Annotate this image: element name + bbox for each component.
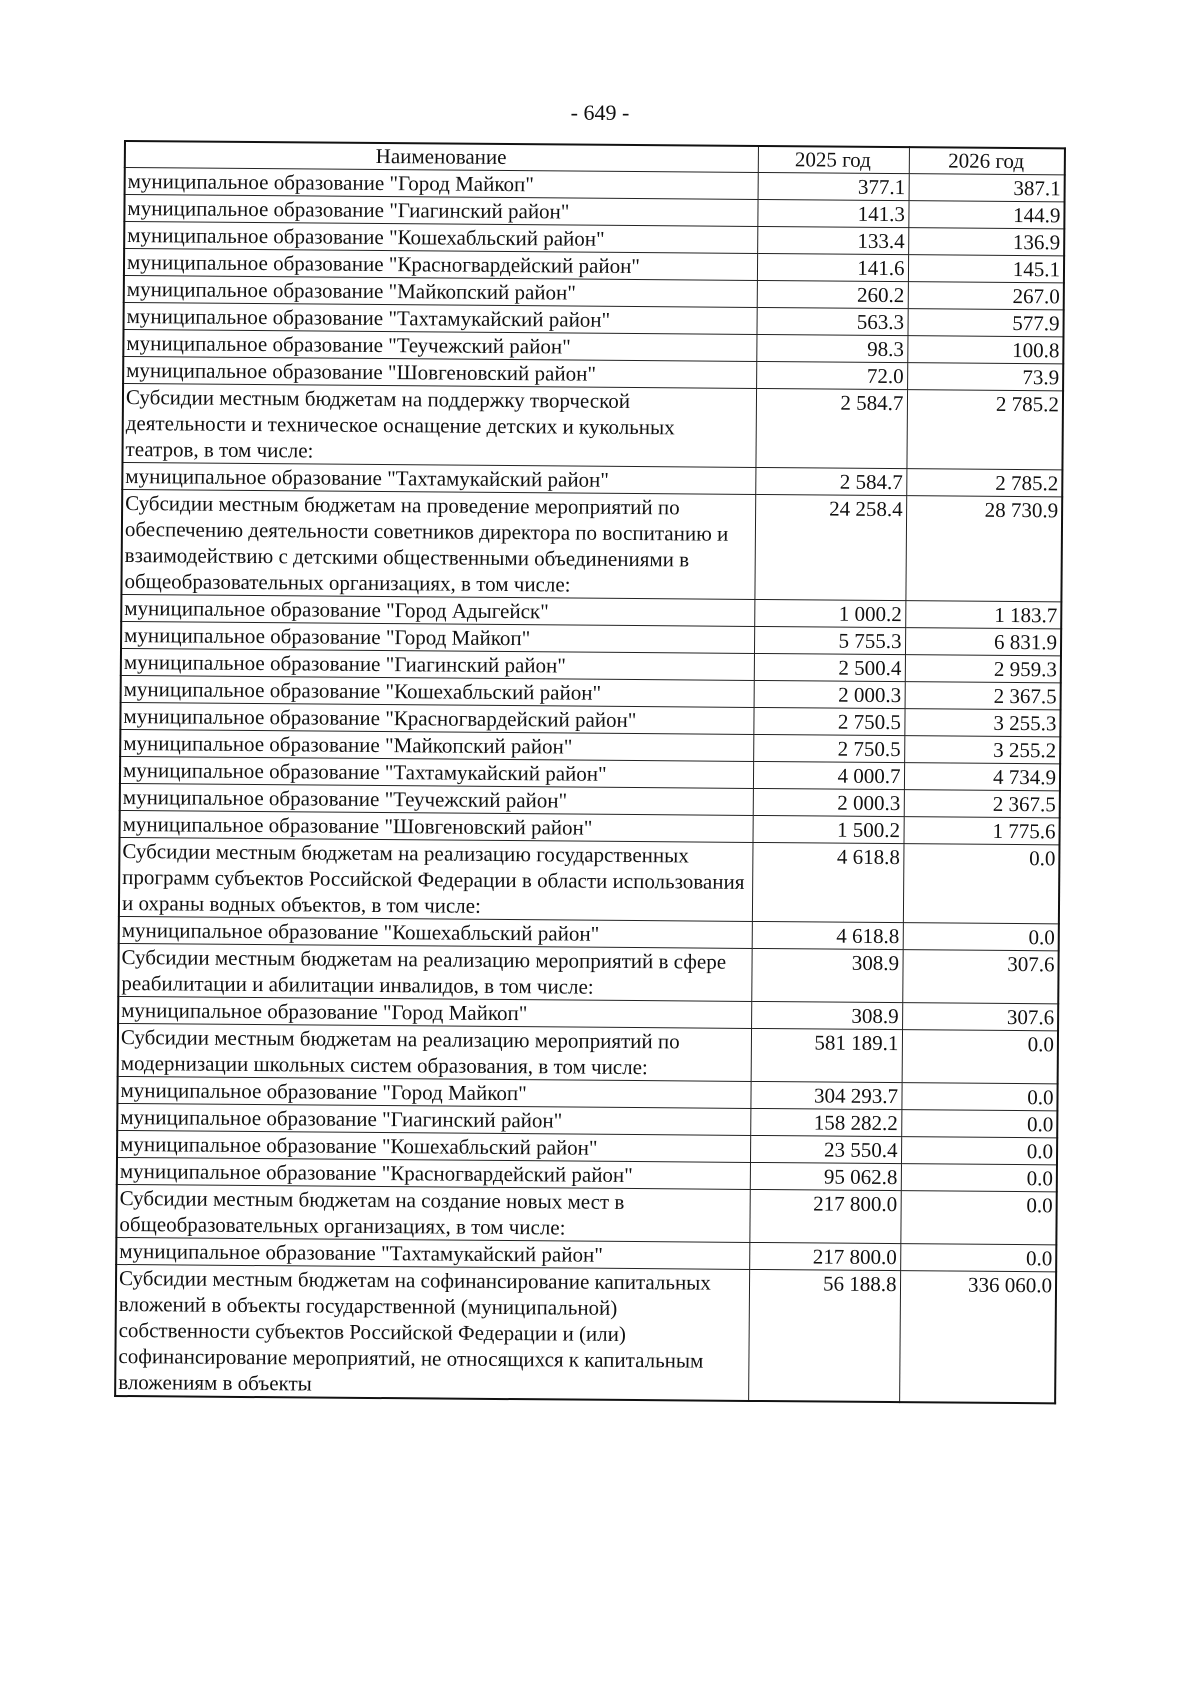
row-value-2025: 98.3	[756, 334, 907, 362]
row-value-2025: 4 618.8	[752, 921, 903, 949]
row-value-2025: 2 584.7	[755, 388, 907, 468]
row-name: муниципальное образование "Майкопский район"	[120, 729, 753, 761]
row-name: муниципальное образование "Тахтамукайский район"	[120, 756, 753, 788]
row-value-2026: 2 785.2	[906, 390, 1063, 470]
row-value-2026: 1 183.7	[905, 601, 1061, 629]
row-name: Субсидии местным бюджетам на реализацию мероприятий в сфере реабилитации и абилитации инвалидов, в том числе:	[118, 943, 751, 1001]
table-row	[115, 1264, 1056, 1403]
row-value-2025: 141.3	[757, 199, 908, 227]
row-value-2026: 307.6	[902, 1003, 1058, 1031]
row-name: муниципальное образование "Тахтамукайский район"	[124, 303, 757, 335]
row-name: Субсидии местным бюджетам на софинансирование капитальных вложений в объекты государственной (муниципальной) собственности субъектов Российской Федерации и (или) софинансирование мероприятий, не относящихся к капитальным вложениям в объекты	[115, 1264, 749, 1400]
row-name: муниципальное образование "Гиагинский район"	[121, 648, 754, 680]
row-value-2025: 260.2	[757, 280, 908, 308]
row-name: муниципальное образование "Город Майкоп"	[121, 621, 754, 653]
row-value-2025: 158 282.2	[750, 1108, 901, 1136]
row-value-2026: 2 785.2	[906, 469, 1062, 497]
row-value-2025: 1 500.2	[753, 815, 904, 843]
row-value-2026: 0.0	[901, 1083, 1057, 1111]
row-value-2025: 308.9	[751, 948, 902, 1002]
row-value-2026: 577.9	[907, 309, 1063, 337]
row-value-2026: 336 060.0	[899, 1271, 1056, 1404]
row-name: муниципальное образование "Тахтамукайский район"	[122, 462, 755, 494]
row-value-2025: 563.3	[756, 307, 907, 335]
row-value-2026: 0.0	[902, 1030, 1058, 1084]
row-value-2026: 2 959.3	[905, 655, 1061, 683]
row-value-2025: 2 584.7	[755, 467, 906, 495]
row-value-2025: 95 062.8	[750, 1162, 901, 1190]
row-name: муниципальное образование "Шовгеновский район"	[123, 357, 756, 389]
row-value-2025: 5 755.3	[754, 626, 905, 654]
row-name: Субсидии местным бюджетам на реализацию мероприятий по модернизации школьных систем образования, в том числе:	[118, 1023, 751, 1081]
row-name: муниципальное образование "Шовгеновский район"	[120, 810, 753, 842]
row-value-2025: 2 750.5	[753, 734, 904, 762]
row-value-2025: 4 618.8	[752, 842, 904, 922]
row-name: муниципальное образование "Город Адыгейск"	[121, 594, 754, 626]
row-value-2026: 1 775.6	[903, 817, 1059, 845]
row-value-2026: 267.0	[908, 282, 1064, 310]
row-value-2026: 6 831.9	[905, 628, 1061, 656]
row-value-2026: 136.9	[908, 228, 1064, 256]
row-name: муниципальное образование "Теучежский район"	[123, 330, 756, 362]
page-number: - 649 -	[570, 100, 630, 125]
row-name: муниципальное образование "Теучежский район"	[120, 783, 753, 815]
row-value-2026: 3 255.3	[904, 709, 1060, 737]
budget-table	[114, 140, 1066, 1404]
row-value-2025: 217 800.0	[749, 1189, 900, 1243]
row-name: муниципальное образование "Красногвардейский район"	[124, 249, 757, 281]
row-value-2026: 100.8	[907, 336, 1063, 364]
row-value-2026: 0.0	[903, 923, 1059, 951]
row-value-2025: 1 000.2	[754, 599, 905, 627]
row-value-2026: 0.0	[901, 1110, 1057, 1138]
row-value-2026: 73.9	[907, 363, 1063, 391]
row-value-2025: 4 000.7	[753, 761, 904, 789]
row-value-2026: 28 730.9	[905, 496, 1062, 602]
row-value-2025: 377.1	[758, 172, 909, 200]
row-name: Субсидии местным бюджетам на реализацию государственных программ субъектов Российской Федерации в области использования и охраны водных объектов, в том числе:	[119, 837, 753, 921]
row-value-2025: 2 000.3	[753, 788, 904, 816]
row-value-2025: 133.4	[757, 226, 908, 254]
row-value-2026: 3 255.2	[904, 736, 1060, 764]
row-value-2025: 2 750.5	[753, 707, 904, 735]
table-row	[121, 489, 1062, 601]
row-value-2025: 2 000.3	[754, 680, 905, 708]
row-name: муниципальное образование "Красногвардейский район"	[117, 1157, 750, 1189]
row-value-2026: 387.1	[909, 174, 1065, 202]
row-name: муниципальное образование "Гиагинский район"	[124, 195, 757, 227]
row-value-2026: 145.1	[908, 255, 1064, 283]
row-value-2025: 24 258.4	[754, 494, 906, 600]
row-value-2025: 2 500.4	[754, 653, 905, 681]
row-value-2026: 0.0	[903, 844, 1060, 924]
table-row	[118, 1023, 1058, 1083]
row-value-2025: 581 189.1	[751, 1028, 902, 1082]
row-value-2026: 4 734.9	[904, 763, 1060, 791]
row-value-2026: 0.0	[900, 1191, 1056, 1245]
table-row	[118, 943, 1058, 1003]
row-value-2025: 23 550.4	[750, 1135, 901, 1163]
row-value-2025: 72.0	[756, 361, 907, 389]
row-name: муниципальное образование "Тахтамукайский район"	[116, 1237, 749, 1269]
row-value-2026: 144.9	[908, 201, 1064, 229]
row-name: Субсидии местным бюджетам на создание новых мест в общеобразовательных организациях, в том числе:	[116, 1184, 749, 1242]
row-value-2026: 0.0	[900, 1244, 1056, 1272]
row-name: муниципальное образование "Кошехабльский район"	[121, 675, 754, 707]
row-name: муниципальное образование "Город Майкоп"	[117, 1076, 750, 1108]
row-value-2026: 0.0	[901, 1137, 1057, 1165]
row-name: муниципальное образование "Кошехабльский район"	[119, 916, 752, 948]
row-name: муниципальное образование "Город Майкоп"	[118, 996, 751, 1028]
table-row	[116, 1184, 1056, 1244]
row-value-2025: 141.6	[757, 253, 908, 281]
header-2025: 2025 год	[758, 146, 909, 174]
table-row	[122, 384, 1063, 470]
row-name: муниципальное образование "Майкопский район"	[124, 276, 757, 308]
row-name: муниципальное образование "Гиагинский район"	[117, 1103, 750, 1135]
row-value-2026: 2 367.5	[904, 790, 1060, 818]
table-row	[119, 837, 1060, 923]
row-value-2026: 307.6	[902, 950, 1058, 1004]
row-value-2026: 0.0	[901, 1164, 1057, 1192]
row-name: муниципальное образование "Кошехабльский район"	[117, 1130, 750, 1162]
row-name: муниципальное образование "Кошехабльский район"	[124, 222, 757, 254]
header-2026: 2026 год	[909, 147, 1065, 175]
row-name: муниципальное образование "Красногвардейский район"	[120, 702, 753, 734]
row-name: муниципальное образование "Город Майкоп"	[125, 168, 758, 200]
table-body	[115, 168, 1065, 1404]
row-name: Субсидии местным бюджетам на проведение мероприятий по обеспечению деятельности советников директора по воспитанию и взаимодействию с детскими общественными объединениями в общеобразовательных организациях, в том числе:	[121, 489, 755, 599]
row-value-2025: 217 800.0	[749, 1242, 900, 1270]
header-name: Наименование	[125, 141, 758, 172]
row-value-2025: 308.9	[751, 1001, 902, 1029]
row-value-2025: 304 293.7	[750, 1081, 901, 1109]
row-name: Субсидии местным бюджетам на поддержку творческой деятельности и техническое оснащение детских и кукольных театров, в том числе:	[122, 384, 756, 468]
row-value-2025: 56 188.8	[748, 1269, 900, 1402]
row-value-2026: 2 367.5	[905, 682, 1061, 710]
